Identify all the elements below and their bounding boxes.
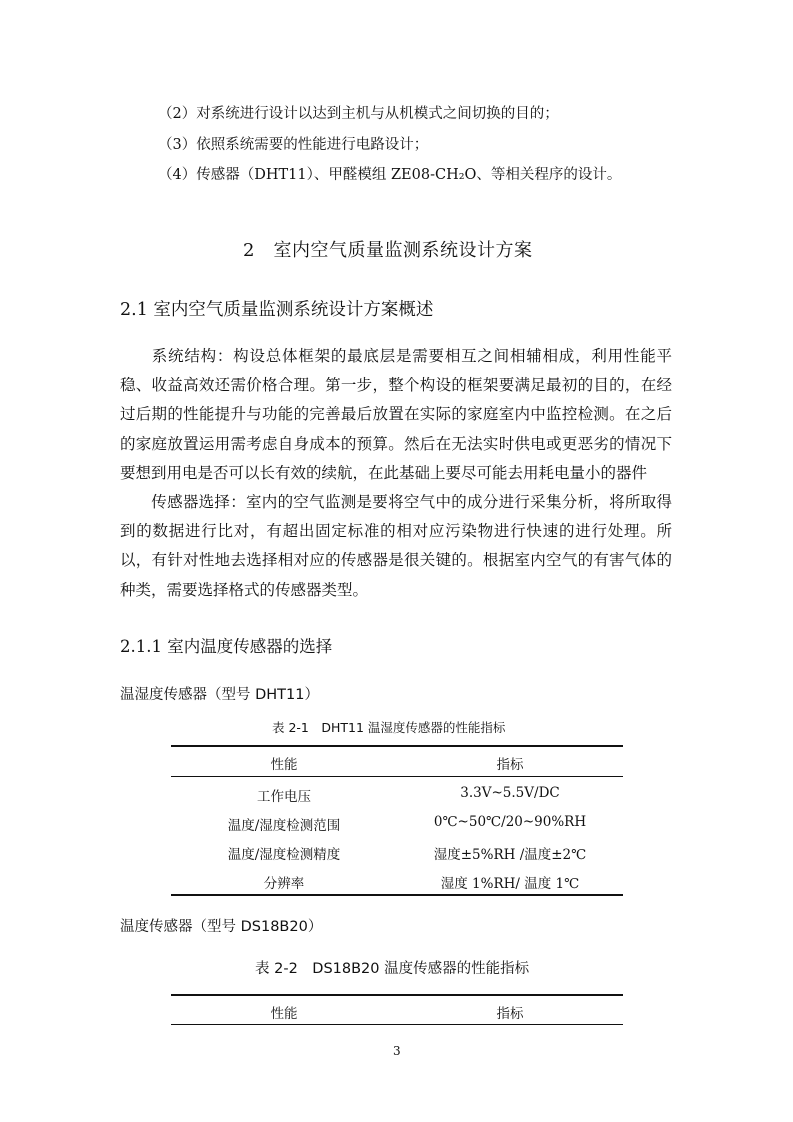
table1-cell: 0℃~50℃/20~90%RH bbox=[433, 814, 587, 830]
table1-header-rule bbox=[171, 776, 623, 777]
list-item: （4）传感器（DHT11）、甲醛模组 ZE08-CH₂O、等相关程序的设计。 bbox=[158, 167, 622, 183]
table1-header-performance: 性能 bbox=[270, 757, 298, 773]
paragraph-text: 传感器选择：室内的空气监测是要将空气中的成分进行采集分析，将所取得到的数据进行比对，有超出固定标准的相对应污染物进行快速的进行处理。所以，有针对性地去选择相对应的传感器是很关键的。根据室内空气的有害气体的种类，需要选择格式的传感器类型。 bbox=[120, 493, 672, 599]
section-heading: 2.1 室内空气质量监测系统设计方案概述 bbox=[120, 300, 434, 320]
table1-cell: 3.3V~5.5V/DC bbox=[460, 785, 560, 801]
table2-header-rule bbox=[171, 1024, 623, 1025]
table1-top-rule bbox=[171, 745, 623, 747]
table1-cell: 湿度±5%RH /温度±2℃ bbox=[433, 847, 587, 863]
table2-header-indicator: 指标 bbox=[496, 1006, 524, 1022]
list-item: （2）对系统进行设计以达到主机与从机模式之间切换的目的； bbox=[158, 106, 559, 122]
paragraph-text: 系统结构：构设总体框架的最底层是需要相互之间相辅相成，利用性能平稳、收益高效还需价格合理。第一步，整个构设的框架要满足最初的目的，在经过后期的性能提升与功能的完善最后放置在实际的家庭室内中监控检测。在之后的家庭放置运用需考虑自身成本的预算。然后在无法实时供电或更恶劣的情况下要想到用电是否可以长有效的续航，在此基础上要尽可能去用耗电量小的器件 bbox=[120, 347, 672, 482]
table1-header-indicator: 指标 bbox=[496, 757, 524, 773]
table1-cell: 湿度 1%RH/ 温度 1℃ bbox=[440, 876, 580, 892]
table1-bottom-rule bbox=[171, 894, 623, 896]
table2-caption: 表 2-2 DS18B20 温度传感器的性能指标 bbox=[255, 961, 530, 977]
chapter-heading: 2 室内空气质量监测系统设计方案 bbox=[243, 240, 533, 261]
table1-cell: 工作电压 bbox=[257, 789, 311, 805]
sensor2-label: 温度传感器（型号 DS18B20） bbox=[120, 919, 323, 935]
page-number: 3 bbox=[393, 1044, 401, 1058]
paragraph-sensor-selection bbox=[120, 488, 672, 605]
table1-caption: 表 2-1 DHT11 温湿度传感器的性能指标 bbox=[272, 720, 506, 735]
table1-cell: 分辨率 bbox=[263, 876, 305, 892]
table2-header-performance: 性能 bbox=[270, 1006, 298, 1022]
table1-cell: 温度/湿度检测范围 bbox=[227, 818, 341, 834]
paragraph-system-structure bbox=[120, 342, 672, 488]
table2-top-rule bbox=[171, 994, 623, 996]
list-item: （3）依照系统需要的性能进行电路设计； bbox=[158, 137, 429, 153]
subsection-heading: 2.1.1 室内温度传感器的选择 bbox=[120, 637, 333, 656]
sensor1-label: 温湿度传感器（型号 DHT11） bbox=[120, 687, 319, 703]
table1-cell: 温度/湿度检测精度 bbox=[227, 847, 341, 863]
